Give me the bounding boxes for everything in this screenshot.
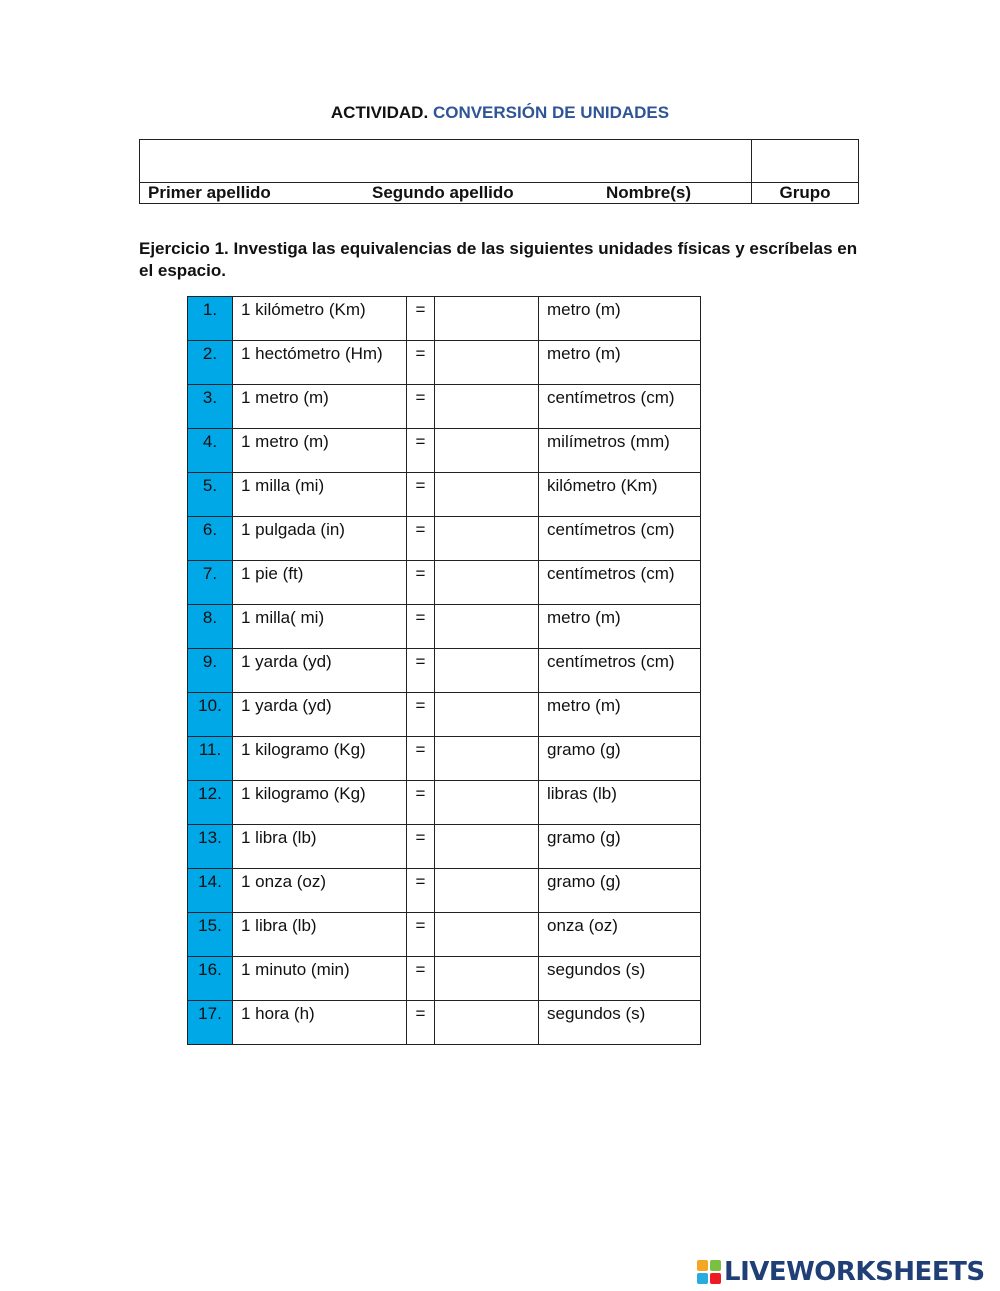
equals-sign: = xyxy=(407,605,435,649)
equals-sign: = xyxy=(407,781,435,825)
source-unit: 1 milla( mi) xyxy=(233,605,407,649)
answer-cell[interactable] xyxy=(435,825,539,869)
row-number: 16. xyxy=(188,957,233,1001)
answer-cell[interactable] xyxy=(435,693,539,737)
target-unit: libras (lb) xyxy=(539,781,701,825)
equals-sign: = xyxy=(407,297,435,341)
source-unit: 1 pulgada (in) xyxy=(233,517,407,561)
equals-sign: = xyxy=(407,825,435,869)
title-dot: . xyxy=(423,103,429,122)
primer-apellido-label: Primer apellido xyxy=(148,183,271,202)
target-unit: metro (m) xyxy=(539,341,701,385)
row-number: 15. xyxy=(188,913,233,957)
table-row xyxy=(188,825,701,869)
table-row xyxy=(188,781,701,825)
table-row xyxy=(188,649,701,693)
answer-cell[interactable] xyxy=(435,473,539,517)
table-row xyxy=(188,385,701,429)
target-unit: milímetros (mm) xyxy=(539,429,701,473)
source-unit: 1 milla (mi) xyxy=(233,473,407,517)
name-labels-cell xyxy=(140,183,752,204)
row-number: 8. xyxy=(188,605,233,649)
equals-sign: = xyxy=(407,649,435,693)
table-row xyxy=(188,297,701,341)
table-row xyxy=(188,341,701,385)
table-row xyxy=(188,561,701,605)
exercise-instructions: Ejercicio 1. Investiga las equivalencias de las siguientes unidades físicas y escríbelas en el espacio. xyxy=(139,239,858,280)
source-unit: 1 minuto (min) xyxy=(233,957,407,1001)
answer-cell[interactable] xyxy=(435,341,539,385)
row-number: 17. xyxy=(188,1001,233,1045)
table-row xyxy=(188,957,701,1001)
row-number: 6. xyxy=(188,517,233,561)
target-unit: centímetros (cm) xyxy=(539,385,701,429)
answer-cell[interactable] xyxy=(435,737,539,781)
table-row xyxy=(188,1001,701,1045)
row-number: 9. xyxy=(188,649,233,693)
equals-sign: = xyxy=(407,341,435,385)
equals-sign: = xyxy=(407,869,435,913)
source-unit: 1 kilogramo (Kg) xyxy=(233,737,407,781)
source-unit: 1 pie (ft) xyxy=(233,561,407,605)
target-unit: segundos (s) xyxy=(539,1001,701,1045)
target-unit: gramo (g) xyxy=(539,869,701,913)
target-unit: metro (m) xyxy=(539,605,701,649)
row-number: 10. xyxy=(188,693,233,737)
source-unit: 1 yarda (yd) xyxy=(233,693,407,737)
target-unit: metro (m) xyxy=(539,693,701,737)
group-input-cell[interactable] xyxy=(752,140,859,183)
conversion-table xyxy=(187,296,701,1045)
answer-cell[interactable] xyxy=(435,429,539,473)
row-number: 3. xyxy=(188,385,233,429)
source-unit: 1 libra (lb) xyxy=(233,825,407,869)
row-number: 4. xyxy=(188,429,233,473)
answer-cell[interactable] xyxy=(435,913,539,957)
target-unit: kilómetro (Km) xyxy=(539,473,701,517)
equals-sign: = xyxy=(407,517,435,561)
liveworksheets-logo xyxy=(697,1257,985,1287)
row-number: 2. xyxy=(188,341,233,385)
target-unit: gramo (g) xyxy=(539,825,701,869)
student-info-table xyxy=(139,139,859,204)
answer-cell[interactable] xyxy=(435,1001,539,1045)
table-row xyxy=(188,869,701,913)
equals-sign: = xyxy=(407,737,435,781)
answer-cell[interactable] xyxy=(435,385,539,429)
segundo-apellido-label: Segundo apellido xyxy=(372,183,514,202)
target-unit: centímetros (cm) xyxy=(539,517,701,561)
table-row xyxy=(188,517,701,561)
answer-cell[interactable] xyxy=(435,957,539,1001)
title-accent: CONVERSIÓN DE UNIDADES xyxy=(432,103,670,122)
row-number: 12. xyxy=(188,781,233,825)
equals-sign: = xyxy=(407,473,435,517)
title-main: ACTIVIDAD xyxy=(330,103,424,122)
row-number: 11. xyxy=(188,737,233,781)
table-row xyxy=(188,913,701,957)
row-number: 14. xyxy=(188,869,233,913)
equals-sign: = xyxy=(407,429,435,473)
name-input-cell[interactable] xyxy=(140,140,752,183)
source-unit: 1 metro (m) xyxy=(233,385,407,429)
answer-cell[interactable] xyxy=(435,517,539,561)
page-title xyxy=(0,103,1000,123)
table-row xyxy=(188,429,701,473)
equals-sign: = xyxy=(407,957,435,1001)
logo-text: LIVEWORKSHEETS xyxy=(724,1257,985,1287)
source-unit: 1 hora (h) xyxy=(233,1001,407,1045)
equals-sign: = xyxy=(407,561,435,605)
source-unit: 1 yarda (yd) xyxy=(233,649,407,693)
answer-cell[interactable] xyxy=(435,781,539,825)
table-row xyxy=(188,473,701,517)
row-number: 7. xyxy=(188,561,233,605)
source-unit: 1 metro (m) xyxy=(233,429,407,473)
target-unit: metro (m) xyxy=(539,297,701,341)
target-unit: gramo (g) xyxy=(539,737,701,781)
answer-cell[interactable] xyxy=(435,561,539,605)
equals-sign: = xyxy=(407,913,435,957)
equals-sign: = xyxy=(407,693,435,737)
target-unit: centímetros (cm) xyxy=(539,561,701,605)
answer-cell[interactable] xyxy=(435,605,539,649)
row-number: 5. xyxy=(188,473,233,517)
target-unit: centímetros (cm) xyxy=(539,649,701,693)
source-unit: 1 libra (lb) xyxy=(233,913,407,957)
table-row xyxy=(188,605,701,649)
equals-sign: = xyxy=(407,385,435,429)
source-unit: 1 kilómetro (Km) xyxy=(233,297,407,341)
source-unit: 1 hectómetro (Hm) xyxy=(233,341,407,385)
nombres-label: Nombre(s) xyxy=(606,183,692,202)
equals-sign: = xyxy=(407,1001,435,1045)
target-unit: onza (oz) xyxy=(539,913,701,957)
table-row xyxy=(188,737,701,781)
answer-cell[interactable] xyxy=(435,869,539,913)
source-unit: 1 onza (oz) xyxy=(233,869,407,913)
answer-cell[interactable] xyxy=(435,649,539,693)
liveworksheets-logo-icon xyxy=(697,1260,721,1284)
row-number: 13. xyxy=(188,825,233,869)
row-number: 1. xyxy=(188,297,233,341)
grupo-label: Grupo xyxy=(752,183,859,204)
answer-cell[interactable] xyxy=(435,297,539,341)
source-unit: 1 kilogramo (Kg) xyxy=(233,781,407,825)
target-unit: segundos (s) xyxy=(539,957,701,1001)
table-row xyxy=(188,693,701,737)
